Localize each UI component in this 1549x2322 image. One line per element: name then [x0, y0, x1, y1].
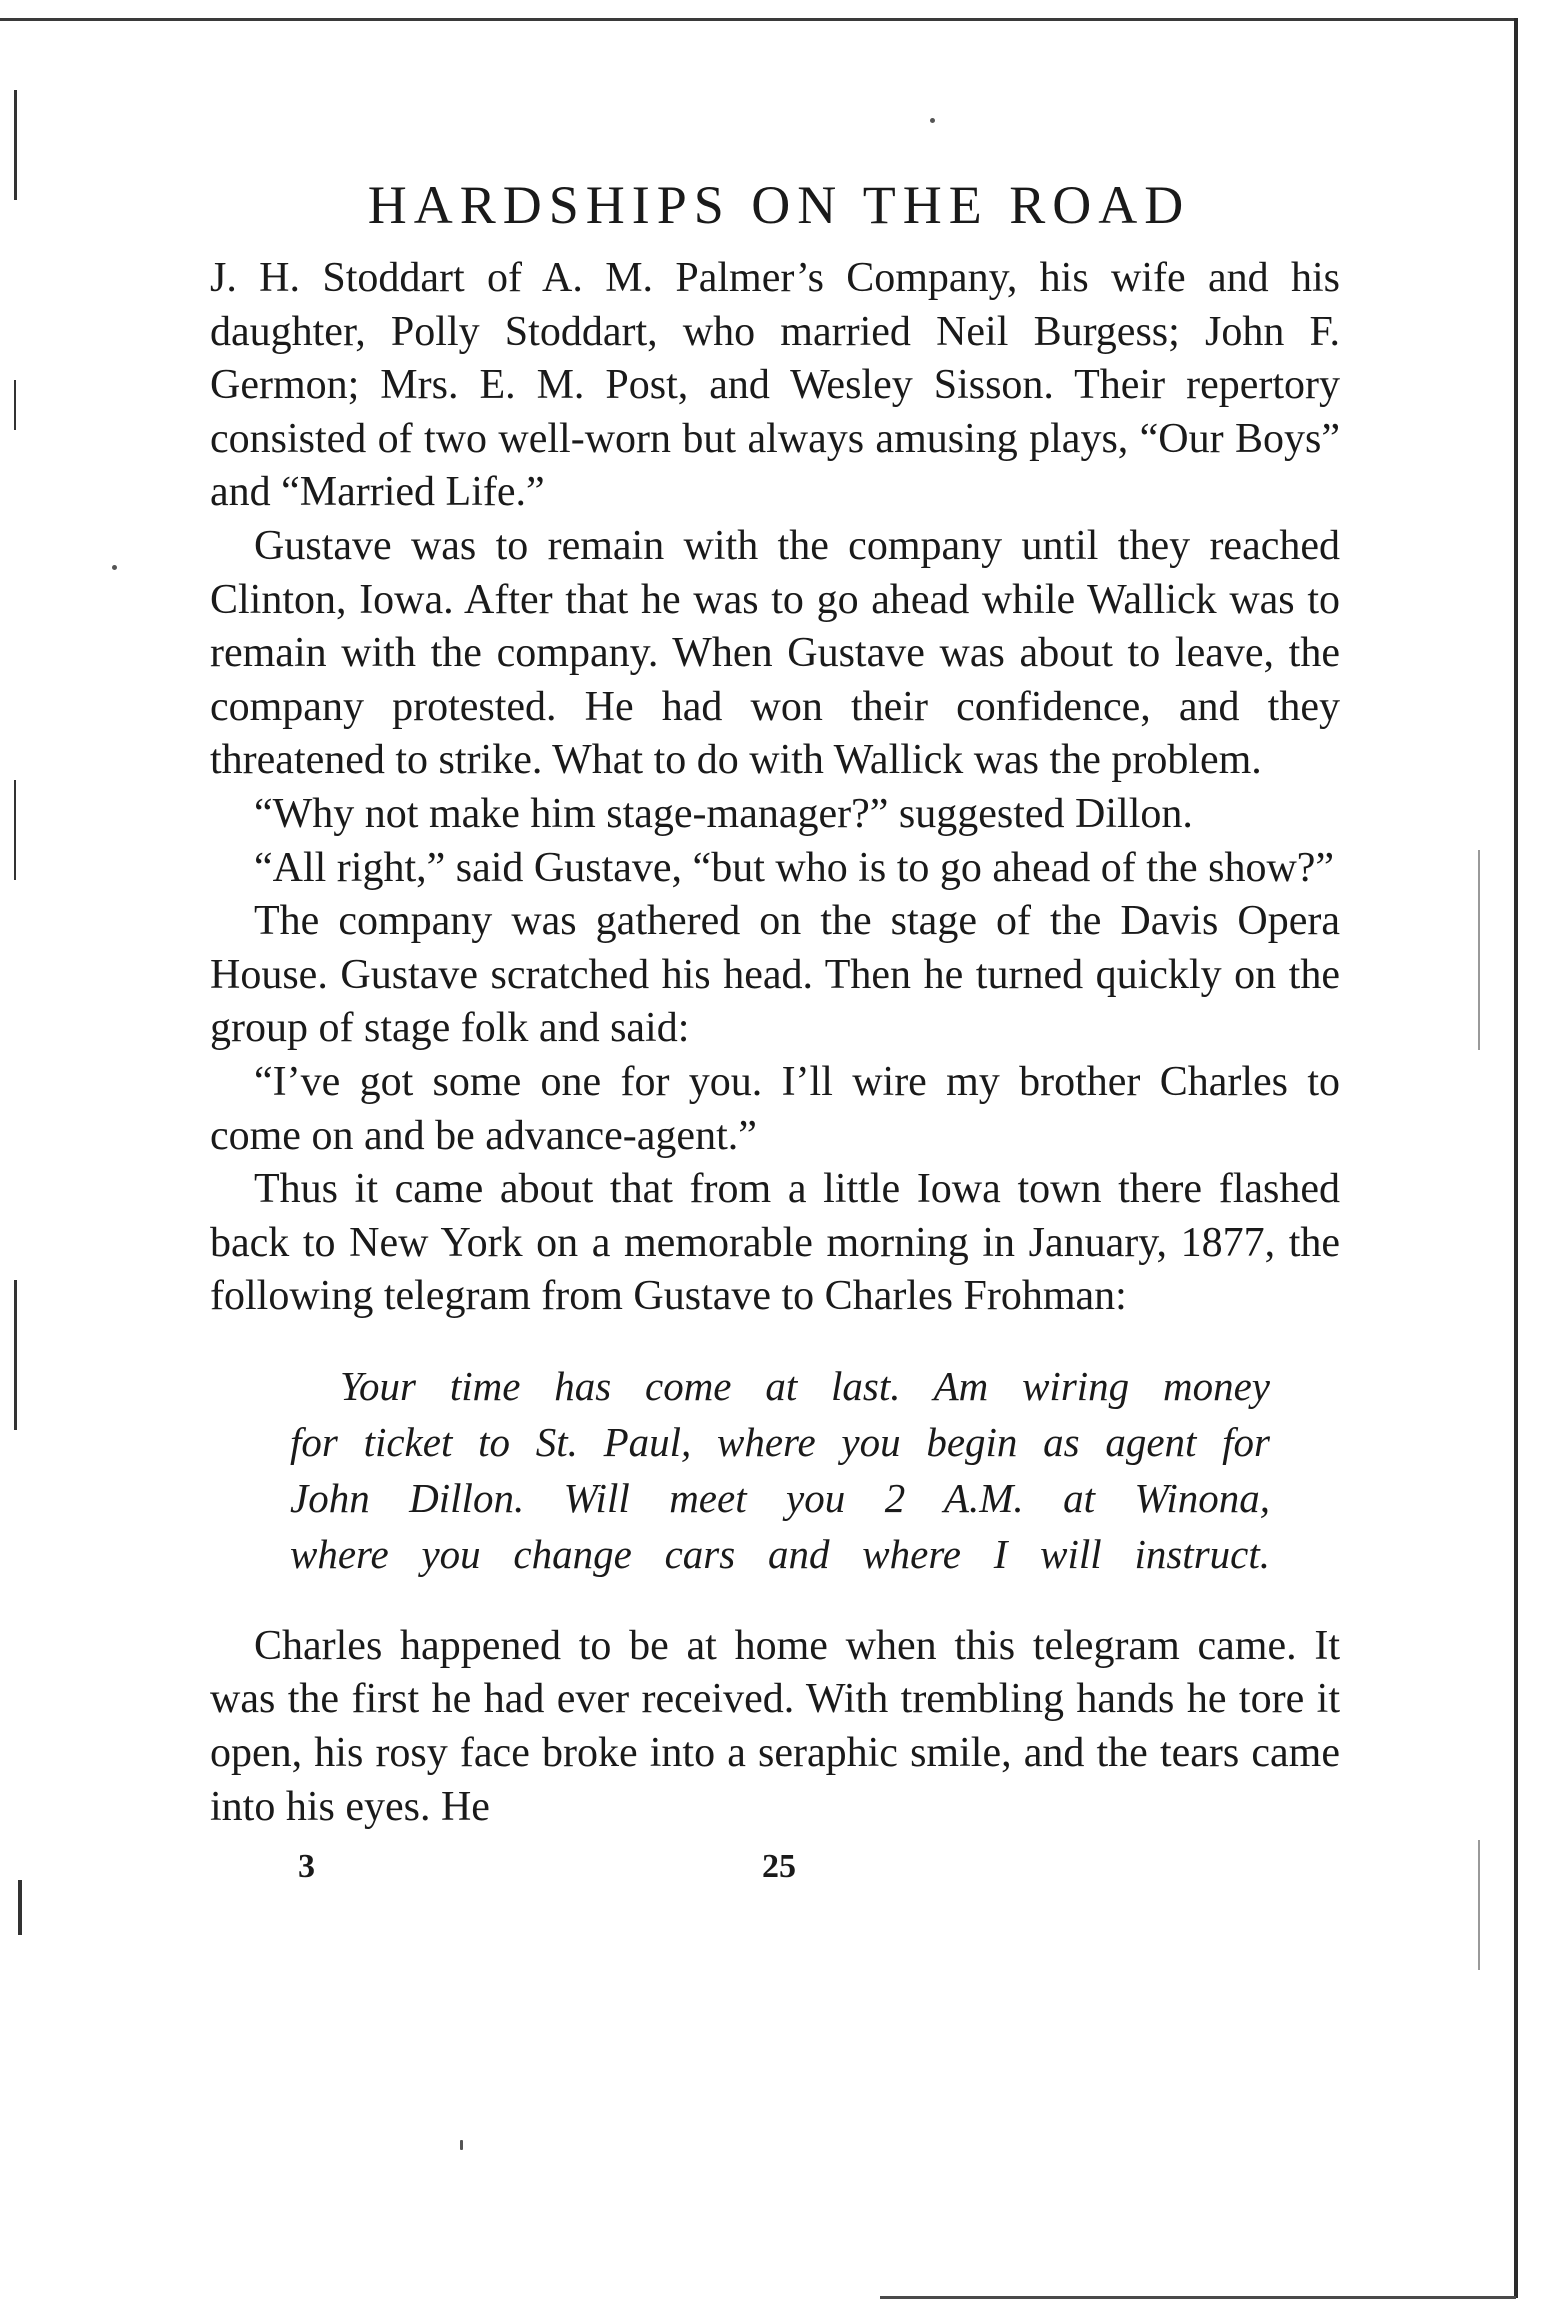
scan-faint-line — [1478, 850, 1480, 1050]
scan-edge-left-mark — [14, 380, 16, 430]
scan-faint-line — [1478, 1840, 1480, 1970]
paragraph: Charles happened to be at home when this telegram came. It was the first he had ever received. With trembling hands he tore it open, his rosy face broke into a seraphic smile, and the tears came into his eyes. He — [210, 1622, 1340, 1830]
body-text — [210, 252, 1340, 1834]
scan-speck — [112, 565, 117, 570]
scan-edge-left-mark — [14, 780, 16, 880]
scan-edge-left-mark — [14, 1280, 17, 1430]
running-head: HARDSHIPS ON THE ROAD — [367, 175, 1191, 235]
page-footer — [210, 1848, 1340, 1908]
scan-speck — [460, 2140, 463, 2150]
telegram-line: for ticket to St. Paul, where you begin as agent for — [290, 1418, 1270, 1465]
telegram-line: John Dillon. Will meet you 2 A.M. at Winona, — [290, 1474, 1270, 1521]
paragraph: “I’ve got some one for you. I’ll wire my brother Charles to come on and be advance-agent.” — [210, 1058, 1340, 1159]
paragraph: J. H. Stoddart of A. M. Palmer’s Company, his wife and his daughter, Polly Stoddart, who married Neil Burgess; John F. Germon; Mrs. E. M. Post, and Wesley Sisson. Their repertory consisted of two well-worn but always amusing plays, “Our Boys” and “Married Life.” — [210, 255, 1340, 516]
scan-edge-left-mark — [18, 1880, 22, 1935]
telegram-line: where you change cars and where I will instruct. — [290, 1530, 1270, 1577]
scan-edge-left-mark — [14, 90, 17, 200]
telegram-quote — [210, 1358, 1340, 1582]
scan-speck — [930, 118, 935, 123]
signature-mark: 3 — [298, 1848, 315, 1886]
page-number: 25 — [762, 1848, 796, 1886]
scan-edge-bottom — [880, 2296, 1516, 2299]
paragraph: “Why not make him stage-manager?” suggested Dillon. — [254, 790, 1193, 837]
paragraph: The company was gathered on the stage of the Davis Opera House. Gustave scratched his head. Then he turned quickly on the group of stage folk and said: — [210, 898, 1340, 1052]
telegram-line: Your time has come at last. Am wiring money — [340, 1362, 1270, 1409]
book-page — [210, 170, 1340, 1908]
scan-edge-right — [1514, 18, 1518, 2298]
scan-edge-top — [0, 18, 1515, 21]
paragraph: Thus it came about that from a little Iowa town there flashed back to New York on a memorable morning in January, 1877, the following telegram from Gustave to Charles Frohman: — [210, 1166, 1340, 1320]
paragraph: “All right,” said Gustave, “but who is to go ahead of the show?” — [254, 844, 1335, 891]
paragraph: Gustave was to remain with the company until they reached Clinton, Iowa. After that he was to go ahead while Wallick was to remain with the company. When Gustave was about to leave, the company protested. He had won their confidence, and they threatened to strike. What to do with Wallick was the problem. — [210, 522, 1340, 784]
